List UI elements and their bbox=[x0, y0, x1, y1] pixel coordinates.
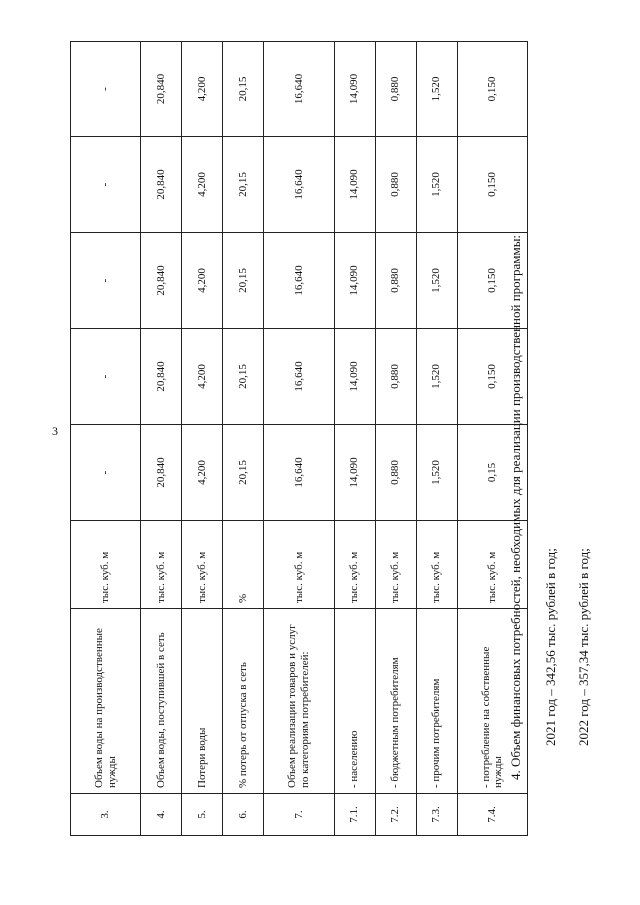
value-cell: 16,640 bbox=[264, 137, 334, 233]
budget-line-2022: 2022 год – 357,34 тыс. рублей в год; bbox=[576, 548, 591, 746]
table-row bbox=[223, 42, 264, 836]
value-cell: 0,15 bbox=[457, 425, 527, 521]
value-cell: 1,520 bbox=[416, 137, 457, 233]
value-cell: 14,090 bbox=[334, 42, 375, 137]
value-cell: 4,200 bbox=[182, 425, 223, 521]
value-cell: 14,090 bbox=[334, 425, 375, 521]
value-cell: 4,200 bbox=[182, 137, 223, 233]
unit-cell: тыс. куб. м bbox=[457, 521, 527, 609]
text-wrapper bbox=[500, 80, 590, 780]
value-cell: 1,520 bbox=[416, 42, 457, 137]
value-cell: 14,090 bbox=[334, 233, 375, 329]
value-cell: 4,200 bbox=[182, 42, 223, 137]
section-heading: 4. Объем финансовых потребностей, необходимых для реализации производственной программы: bbox=[508, 234, 523, 780]
value-cell: 20,840 bbox=[141, 137, 182, 233]
row-number-cell: 7. bbox=[264, 794, 334, 836]
value-cell: 0,880 bbox=[375, 329, 416, 425]
value-cell: 16,640 bbox=[264, 425, 334, 521]
value-cell: 20,840 bbox=[141, 42, 182, 137]
value-cell: - bbox=[71, 137, 141, 233]
row-number-cell: 6. bbox=[223, 794, 264, 836]
value-cell: - bbox=[71, 233, 141, 329]
row-number-cell: 7.3. bbox=[416, 794, 457, 836]
value-cell: 20,840 bbox=[141, 329, 182, 425]
value-cell: 0,150 bbox=[457, 329, 527, 425]
table-row bbox=[416, 42, 457, 836]
production-program-table bbox=[70, 41, 528, 836]
value-cell: 0,150 bbox=[457, 137, 527, 233]
indicator-name-cell: - населению bbox=[334, 609, 375, 794]
row-number-cell: 3. bbox=[71, 794, 141, 836]
unit-cell: тыс. куб. м bbox=[264, 521, 334, 609]
value-cell: 0,880 bbox=[375, 137, 416, 233]
indicator-name-cell: % потерь от отпуска в сеть bbox=[223, 609, 264, 794]
table-row bbox=[334, 42, 375, 836]
budget-line-2021: 2021 год – 342,56 тыс. рублей в год; bbox=[543, 548, 558, 746]
value-cell: 0,150 bbox=[457, 42, 527, 137]
unit-cell: тыс. куб. м bbox=[141, 521, 182, 609]
value-cell: - bbox=[71, 329, 141, 425]
indicator-name-cell: Объем реализации товаров и услуг по категориям потребителей: bbox=[264, 609, 334, 794]
value-cell: 20,840 bbox=[141, 425, 182, 521]
table-wrapper bbox=[70, 42, 528, 836]
value-cell: 16,640 bbox=[264, 42, 334, 137]
unit-cell: тыс. куб. м bbox=[334, 521, 375, 609]
indicator-name-cell: - потребление на собственные нужды bbox=[457, 609, 527, 794]
value-cell: 20,840 bbox=[141, 233, 182, 329]
value-cell: - bbox=[71, 425, 141, 521]
rotated-table-area bbox=[70, 42, 528, 836]
table-row bbox=[71, 42, 141, 836]
unit-cell: тыс. куб. м bbox=[71, 521, 141, 609]
value-cell: 14,090 bbox=[334, 137, 375, 233]
value-cell: 20,15 bbox=[223, 329, 264, 425]
value-cell: 20,15 bbox=[223, 233, 264, 329]
table-row bbox=[182, 42, 223, 836]
value-cell: 16,640 bbox=[264, 233, 334, 329]
indicator-name-cell: Объем воды, поступившей в сеть bbox=[141, 609, 182, 794]
indicator-name-cell: Объем воды на производственные нужды bbox=[71, 609, 141, 794]
unit-cell: тыс. куб. м bbox=[182, 521, 223, 609]
value-cell: 14,090 bbox=[334, 329, 375, 425]
value-cell: 20,15 bbox=[223, 137, 264, 233]
rotated-text-area bbox=[500, 0, 590, 905]
table-row bbox=[264, 42, 334, 836]
indicator-name-cell: - бюджетным потребителям bbox=[375, 609, 416, 794]
value-cell: 1,520 bbox=[416, 233, 457, 329]
row-number-cell: 4. bbox=[141, 794, 182, 836]
value-cell: 4,200 bbox=[182, 233, 223, 329]
value-cell: 20,15 bbox=[223, 42, 264, 137]
row-number-cell: 7.2. bbox=[375, 794, 416, 836]
value-cell: 0,880 bbox=[375, 425, 416, 521]
indicator-name-cell: Потери воды bbox=[182, 609, 223, 794]
page-number: 3 bbox=[52, 424, 58, 438]
value-cell: 4,200 bbox=[182, 329, 223, 425]
table-row bbox=[141, 42, 182, 836]
value-cell: 16,640 bbox=[264, 329, 334, 425]
unit-cell: % bbox=[223, 521, 264, 609]
value-cell: 0,880 bbox=[375, 233, 416, 329]
indicator-name-cell: - прочим потребителям bbox=[416, 609, 457, 794]
value-cell: 0,880 bbox=[375, 42, 416, 137]
value-cell: - bbox=[71, 42, 141, 137]
row-number-cell: 7.1. bbox=[334, 794, 375, 836]
value-cell: 0,150 bbox=[457, 233, 527, 329]
row-number-cell: 5. bbox=[182, 794, 223, 836]
unit-cell: тыс. куб. м bbox=[416, 521, 457, 609]
value-cell: 1,520 bbox=[416, 425, 457, 521]
value-cell: 1,520 bbox=[416, 329, 457, 425]
table-row bbox=[375, 42, 416, 836]
value-cell: 20,15 bbox=[223, 425, 264, 521]
row-number-cell: 7.4. bbox=[457, 794, 527, 836]
unit-cell: тыс. куб. м bbox=[375, 521, 416, 609]
